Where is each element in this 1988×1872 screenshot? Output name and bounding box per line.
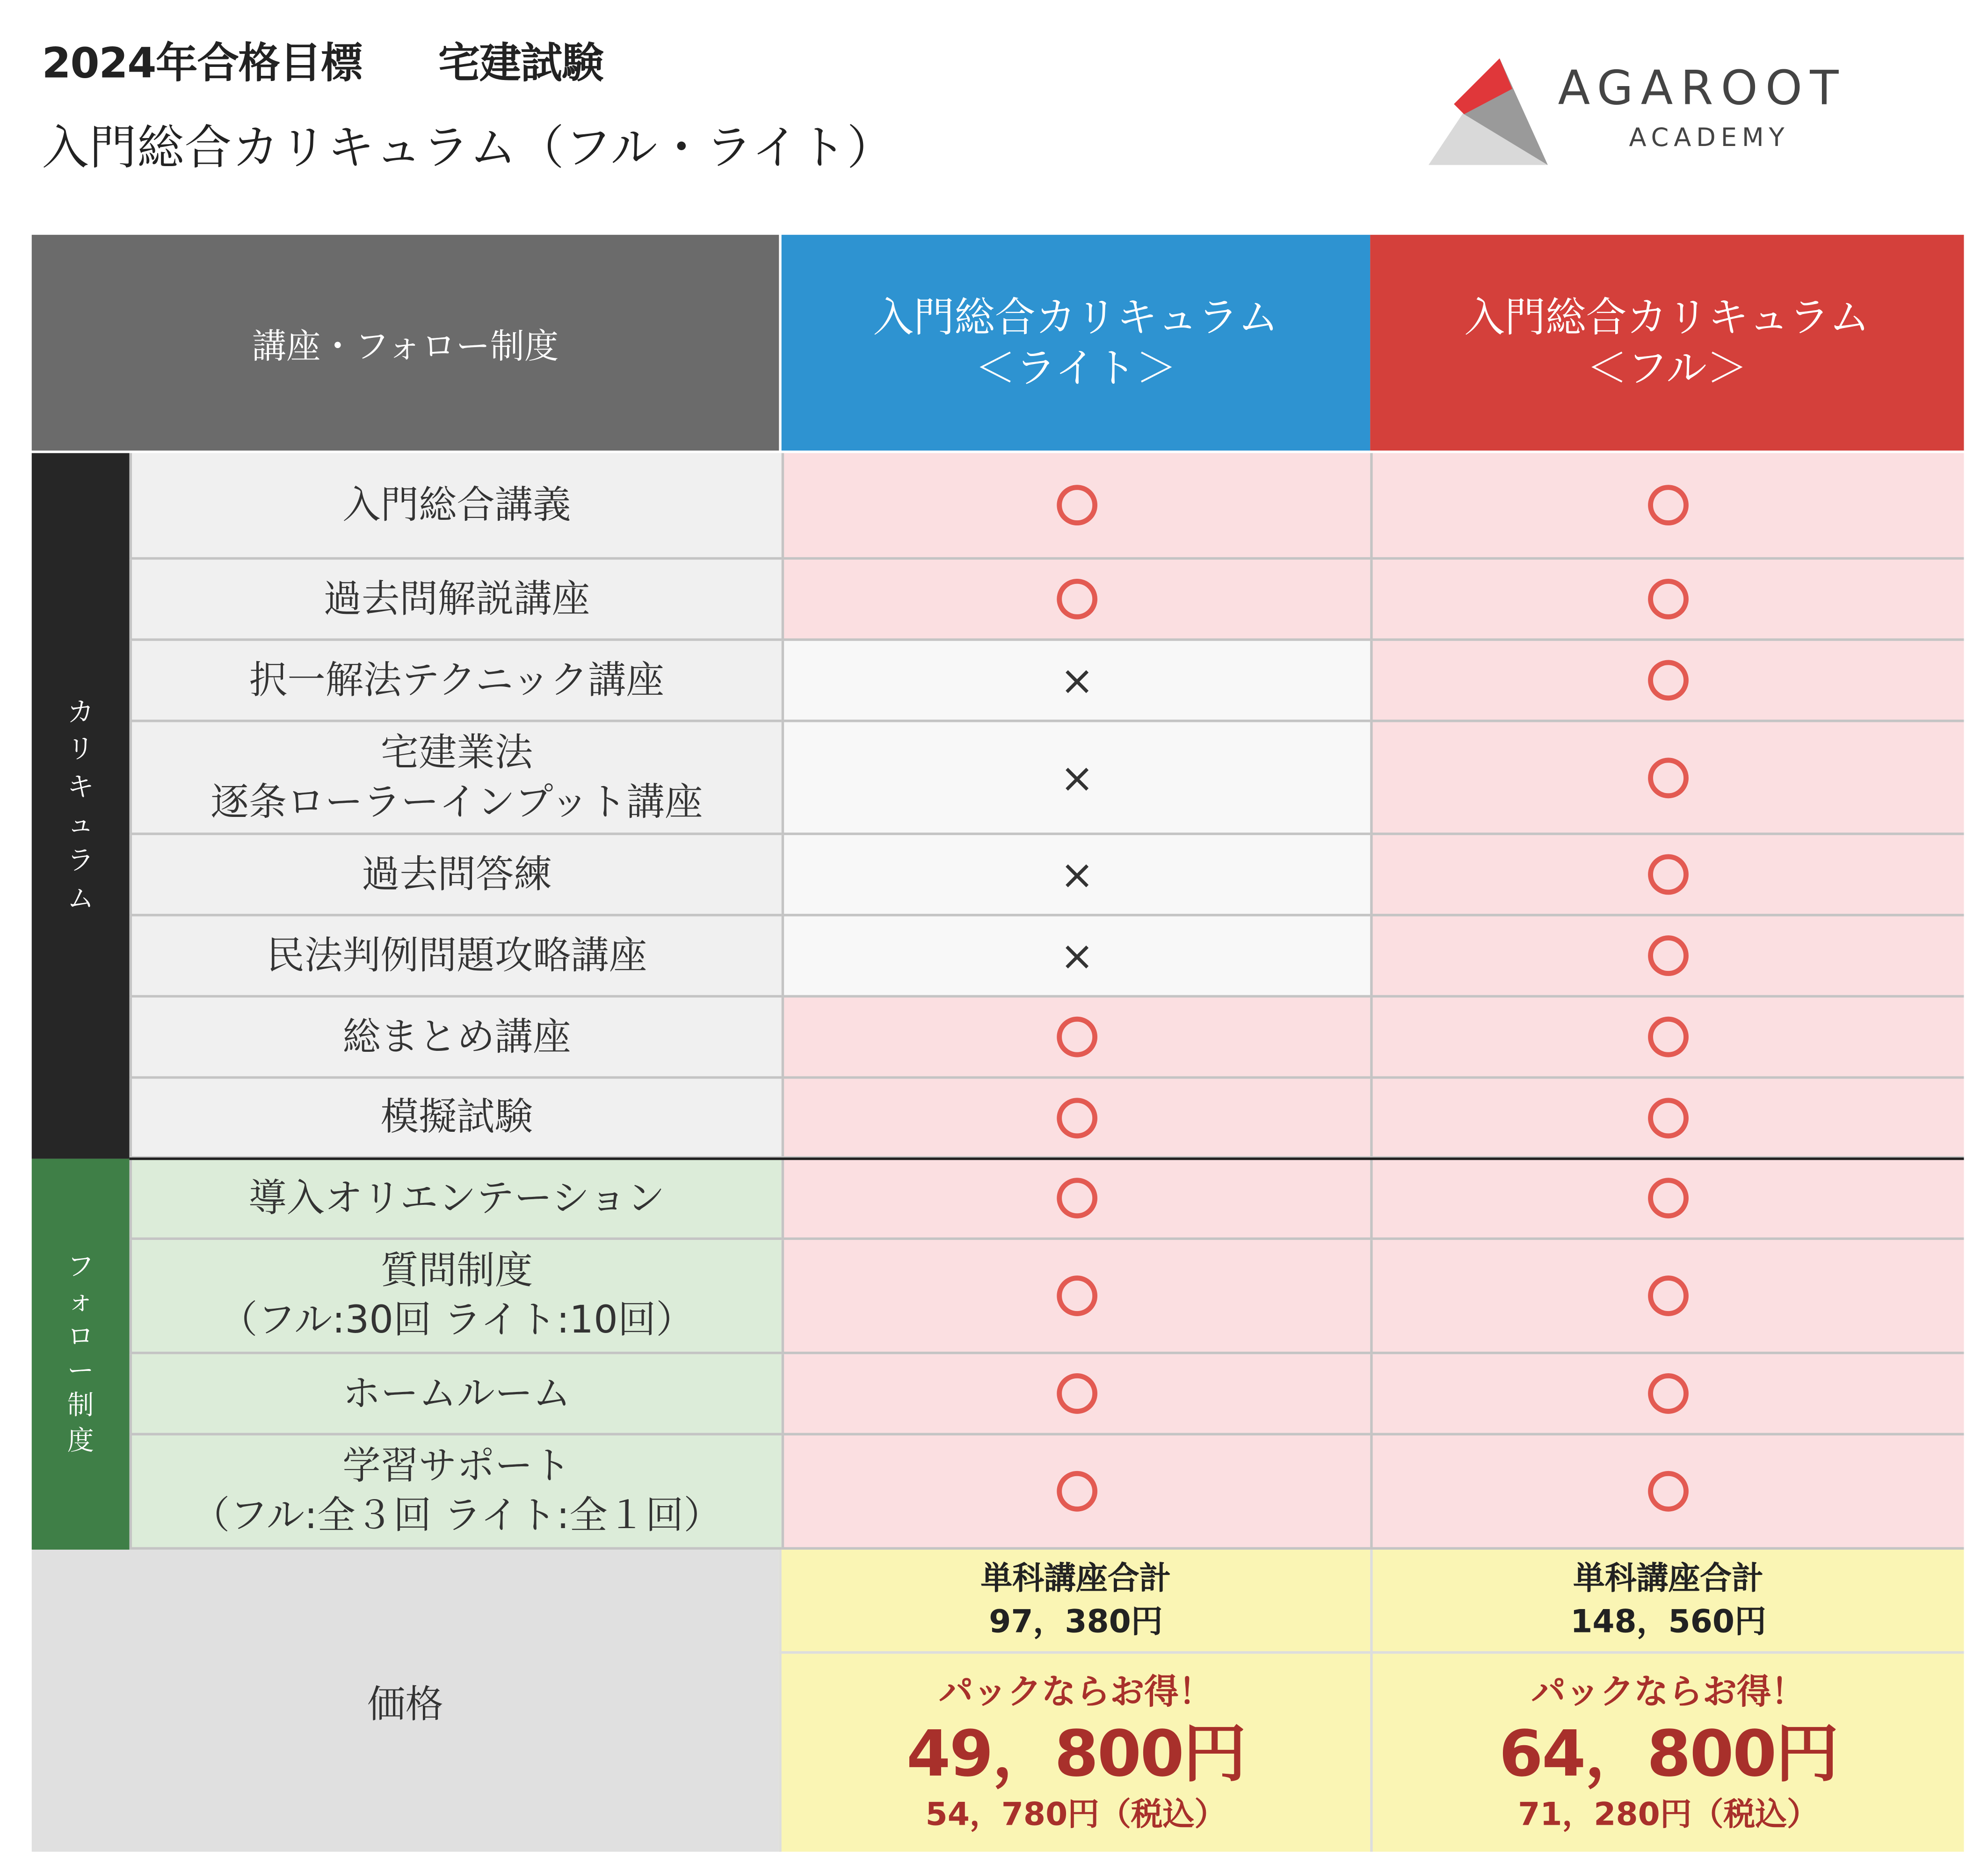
feature-name-cell bbox=[130, 916, 782, 998]
category-char: ュ bbox=[67, 808, 94, 839]
sum-value-lite: 97，380円 bbox=[989, 1603, 1163, 1640]
deal-tag-lite: パックならお得！ bbox=[939, 1672, 1213, 1712]
full-included-cell bbox=[1370, 916, 1964, 998]
page-title bbox=[42, 30, 603, 90]
excluded-mark: × bbox=[1060, 656, 1095, 705]
feature-name: 宅建業法 bbox=[380, 730, 533, 775]
sum-label-lite: 単科講座合計 bbox=[980, 1560, 1171, 1597]
price-label: 価格 bbox=[367, 1683, 443, 1727]
feature-name-cell bbox=[130, 641, 782, 722]
feature-name: 学習サポート bbox=[342, 1444, 571, 1489]
sum-value-full: 148，560円 bbox=[1570, 1603, 1766, 1640]
full-included-cell bbox=[1370, 560, 1964, 641]
lite-included-cell bbox=[782, 1435, 1370, 1550]
included-circle-icon bbox=[1648, 1178, 1689, 1218]
category-char: ー bbox=[67, 1355, 94, 1386]
full-included-cell bbox=[1370, 1435, 1964, 1550]
category-follow bbox=[32, 1159, 130, 1550]
price-deal-full bbox=[1370, 1654, 1964, 1852]
category-follow-label bbox=[67, 1250, 94, 1458]
logo-wordmark: AGAROOT bbox=[1558, 61, 1846, 116]
included-circle-icon bbox=[1648, 1373, 1689, 1414]
included-circle-icon bbox=[1057, 1097, 1097, 1138]
lite-excluded-cell bbox=[782, 722, 1370, 835]
category-char: 制 bbox=[67, 1390, 94, 1421]
included-circle-icon bbox=[1648, 1471, 1689, 1512]
feature-name: 過去問解説講座 bbox=[323, 576, 590, 621]
feature-name-cell bbox=[130, 1159, 782, 1240]
category-char: ロ bbox=[67, 1321, 94, 1352]
feature-name: 総まとめ講座 bbox=[342, 1014, 571, 1059]
feature-name: 導入オリエンテーション bbox=[248, 1176, 665, 1221]
feature-name: ホームルーム bbox=[342, 1371, 571, 1416]
included-circle-icon bbox=[1057, 1178, 1097, 1218]
feature-name-cell bbox=[130, 1079, 782, 1159]
feature-name: 逐条ローラーインプット講座 bbox=[210, 779, 703, 824]
full-included-cell bbox=[1370, 1159, 1964, 1240]
lite-included-cell bbox=[782, 1240, 1370, 1354]
lite-included-cell bbox=[782, 1354, 1370, 1435]
included-circle-icon bbox=[1648, 757, 1689, 798]
feature-name-cell bbox=[130, 998, 782, 1079]
feature-name: （フル:全３回 ライト:全１回） bbox=[192, 1493, 722, 1538]
title-year-goal: 2024年合格目標 bbox=[42, 38, 362, 88]
header-feature-label: 講座・フォロー制度 bbox=[252, 327, 559, 366]
feature-name: 質問制度 bbox=[380, 1249, 533, 1294]
plan-lite-variant: ＜ライト＞ bbox=[975, 344, 1177, 393]
lite-excluded-cell bbox=[782, 916, 1370, 998]
category-char: カ bbox=[67, 696, 94, 727]
excluded-mark: × bbox=[1060, 753, 1095, 802]
page-subtitle: 入門総合カリキュラム（フル・ライト） bbox=[42, 120, 895, 175]
lite-excluded-cell bbox=[782, 641, 1370, 722]
feature-name: 民法判例問題攻略講座 bbox=[266, 933, 647, 978]
full-included-cell bbox=[1370, 835, 1964, 917]
feature-name-cell bbox=[130, 453, 782, 560]
triangle-logo-icon bbox=[1421, 51, 1560, 168]
price-sum-lite bbox=[779, 1550, 1370, 1653]
included-circle-icon bbox=[1057, 1471, 1097, 1512]
category-char: ラ bbox=[67, 845, 94, 876]
included-circle-icon bbox=[1648, 1017, 1689, 1057]
full-included-cell bbox=[1370, 641, 1964, 722]
feature-name-cell bbox=[130, 1240, 782, 1354]
included-circle-icon bbox=[1648, 579, 1689, 619]
plan-full-variant: ＜フル＞ bbox=[1586, 344, 1748, 393]
feature-name-cell bbox=[130, 560, 782, 641]
header-plan-lite bbox=[782, 235, 1370, 451]
full-included-cell bbox=[1370, 722, 1964, 835]
logo-subtext: ACADEMY bbox=[1629, 122, 1790, 153]
plan-lite-name: 入門総合カリキュラム bbox=[873, 293, 1279, 342]
full-included-cell bbox=[1370, 1354, 1964, 1435]
category-char: フ bbox=[67, 1251, 94, 1282]
category-char: 度 bbox=[67, 1425, 94, 1456]
included-circle-icon bbox=[1648, 1097, 1689, 1138]
feature-name-cell bbox=[130, 1354, 782, 1435]
included-circle-icon bbox=[1648, 485, 1689, 525]
header-feature-column bbox=[32, 235, 779, 451]
included-circle-icon bbox=[1648, 935, 1689, 976]
included-circle-icon bbox=[1057, 579, 1097, 619]
category-char: リ bbox=[67, 734, 94, 765]
full-included-cell bbox=[1370, 1240, 1964, 1354]
full-included-cell bbox=[1370, 453, 1964, 560]
price-label-cell bbox=[32, 1550, 779, 1852]
section-divider bbox=[130, 1158, 1964, 1160]
plan-full-name: 入門総合カリキュラム bbox=[1464, 293, 1870, 342]
deal-price-full: 64，800円 bbox=[1499, 1717, 1838, 1791]
category-curriculum-label bbox=[67, 694, 94, 918]
feature-name: 択一解法テクニック講座 bbox=[249, 658, 664, 703]
category-curriculum bbox=[32, 453, 130, 1158]
category-char: ォ bbox=[67, 1286, 94, 1317]
feature-name: （フル:30回 ライト:10回） bbox=[219, 1298, 694, 1343]
deal-tax-full: 71，280円（税込） bbox=[1518, 1795, 1819, 1832]
feature-name: 入門総合講義 bbox=[342, 483, 571, 528]
lite-included-cell bbox=[782, 1159, 1370, 1240]
lite-included-cell bbox=[782, 560, 1370, 641]
feature-name-cell bbox=[130, 1435, 782, 1550]
header-plan-full bbox=[1370, 235, 1964, 451]
category-char: ム bbox=[67, 883, 94, 914]
full-included-cell bbox=[1370, 1079, 1964, 1159]
lite-included-cell bbox=[782, 998, 1370, 1079]
included-circle-icon bbox=[1648, 854, 1689, 895]
included-circle-icon bbox=[1057, 1017, 1097, 1057]
lite-excluded-cell bbox=[782, 835, 1370, 917]
sum-label-full: 単科講座合計 bbox=[1573, 1560, 1763, 1597]
included-circle-icon bbox=[1648, 660, 1689, 701]
feature-name: 過去問答練 bbox=[361, 852, 552, 897]
included-circle-icon bbox=[1057, 1373, 1097, 1414]
category-char: キ bbox=[67, 771, 94, 802]
feature-name-cell bbox=[130, 722, 782, 835]
included-circle-icon bbox=[1648, 1275, 1689, 1316]
title-exam: 宅建試験 bbox=[438, 38, 603, 88]
excluded-mark: × bbox=[1060, 932, 1095, 980]
price-sum-full bbox=[1370, 1550, 1964, 1653]
deal-tag-full: パックならお得！ bbox=[1531, 1672, 1806, 1712]
lite-included-cell bbox=[782, 1079, 1370, 1159]
feature-name-cell bbox=[130, 835, 782, 917]
full-included-cell bbox=[1370, 998, 1964, 1079]
lite-included-cell bbox=[782, 453, 1370, 560]
price-deal-lite bbox=[779, 1654, 1370, 1852]
deal-price-lite: 49，800円 bbox=[906, 1717, 1245, 1791]
excluded-mark: × bbox=[1060, 850, 1095, 899]
feature-name: 模擬試験 bbox=[380, 1095, 533, 1140]
included-circle-icon bbox=[1057, 1275, 1097, 1316]
deal-tax-lite: 54，780円（税込） bbox=[925, 1795, 1226, 1832]
included-circle-icon bbox=[1057, 485, 1097, 525]
